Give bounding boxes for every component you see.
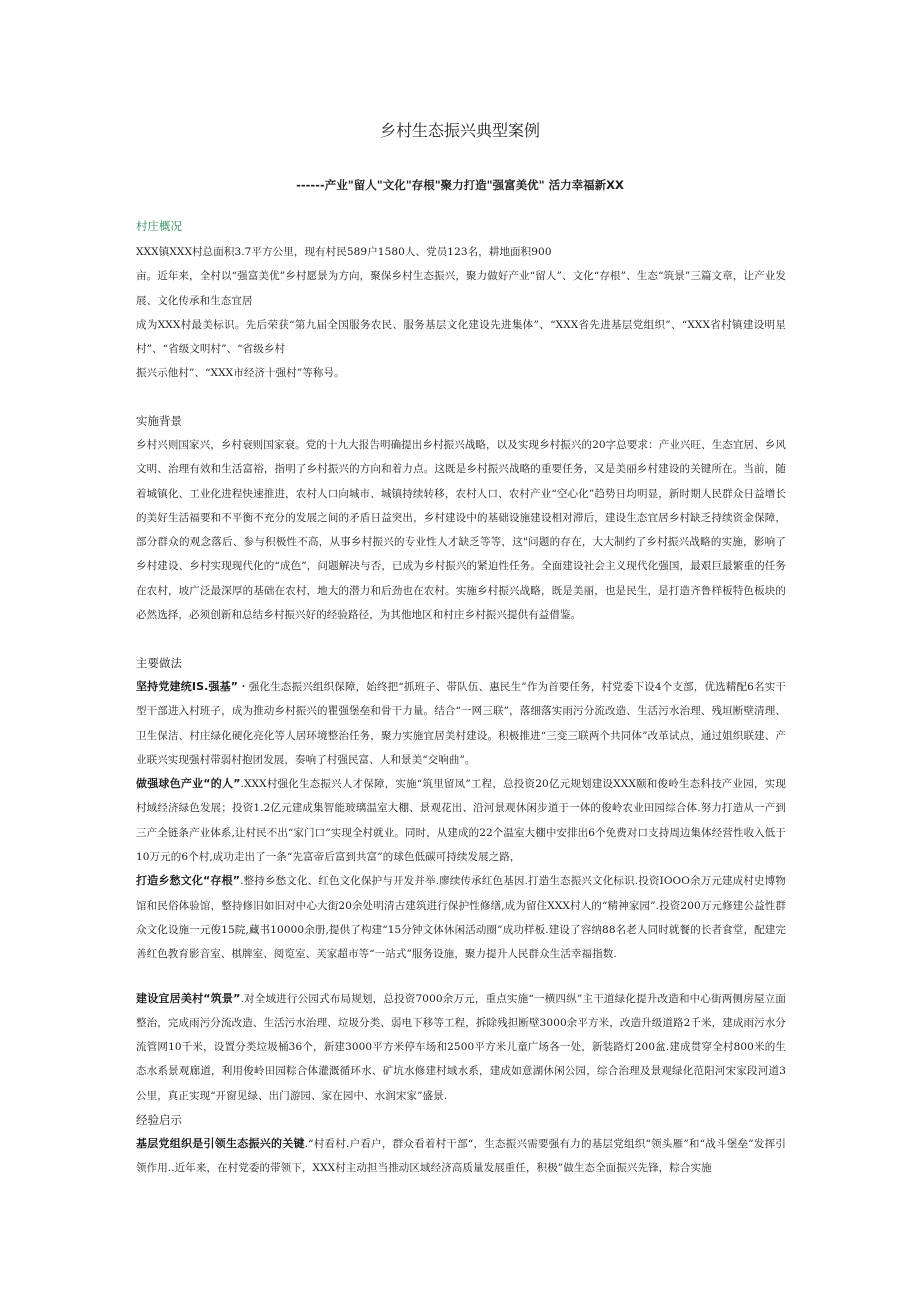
background-paragraph: 乡村兴则国家兴，乡村衰则国家衰。党的十九大报告明确提出乡村振兴战略，以及实现乡村振兴的20字总要求：产业兴旺、生态宜居、乡风文明、治理有效和生活富裕，指明了乡村振兴的方向和着力点。这既是乡村振兴战略的重要任务，又是美丽乡村建设的关键所在。当前，随着城镇化、工业化进程快速推进，农村人口向城市、城镇持续转移，农村人口、农村产业“空心化”趋势日均明显，新时期人民群众日益增长的美好生活福要和不平衡不充分的发展之间的矛盾日益突出，乡村建设中的基础设施建设相对滞后，建设生态宜居乡村缺乏持续资金保障，部分群众的观念落后、参与积极性不高，从事乡村振兴的专业性人才缺乏等等，这"问题的存在，大大制约了乡村振兴战略的实施，影响了乡村建设、乡村实现现代化的“成色”，问题解决与否，已成为乡村振兴的紧迫性任务。全面建设社会主义现代化强国，最艰巨最繁重的任务在农村，坡广泛最深厚的基础在农村，地大的潜力和后劲也在农村。实施乡村振兴战略，既是美丽，也是民生，是打造齐鲁样板特色板块的必然选择，必须创新和总结乡村振兴好的经验路径，为其他地区和村庄乡村振兴提供有益借鉴。 [136, 439, 786, 622]
practice-lead: 建设宜居美村“筑景” [136, 991, 241, 1005]
section-background [136, 413, 786, 627]
practice-body: .XXX村强化生态振兴人才保障，实施“筑里留凤”工程，总投资20亿元规划建设XXX颐和俊岭生态科技产业园，实现村域经济绿色发展；投资1.2亿元建成集智能玻璃温室大棚、景观花出、沿河景观休闲步道于一体的俊岭农业田园综合体.努力打造从一产到三产全链条产业体系,让村民不出“家门口”实现全村就业。同时，从建成的22个温室大棚中安排出6个免费对口支持周边集体经营性收入低于10万元的6个村,成功走出了一条“先富帝后富到共富”的球色低碳可持续发展之路， [136, 778, 786, 864]
practice-body: .整持乡愁文化、红色文化保护与开发并举.廖续传承红色基因.打造生态振兴文化标识.投资IOOO余万元建成村史博物馆和民俗体验馆，整持修旧如旧对中心大街20余处明清古建筑进行保护性修缮,成为留住XXX村人的“精神家园”.投资200万元修建公益性群众文化设施一元俊15院,藏书10000余册,提供了构建“15分钟文体休闲活动圈”成功样板.建设了容纳88名老人同时就餐的长者食堂，配建完善红色教育影音室、棋牌室、阅览室、芙家超市等“一站式”服务设施，聚力提升人民群众生活幸福指数. [136, 875, 786, 961]
overview-paragraph-4: 振兴示他村”、“XXX市经济十强村”等称号。 [136, 367, 345, 380]
practice-item [136, 772, 786, 869]
overview-paragraph-3: 成为XXX村最美标识。先后荣获“第九届全国服务农民、服务基层文化建设先进集体”、“XXX省先进基层党组织”、“XXX省村镇建设明星村”、“省级文明村”、“省级乡村 [136, 318, 786, 356]
practice-body: ・强化生态振兴组织保障，始终把“抓班子、带队伍、惠民生”作为首要任务，村党委下设4个支部，优选精配6名实干型干部进入村班子，成为推动乡村振兴的瞿强堡垒和骨干力量。结合“一网三联”，落细落实雨污分流改造、生活污水治理、残垣断壁清理、卫生保洁、村庄绿化硬化亮化等人居环境整治任务，聚力实施宜居美村建设。积极推进“三变三联两个共同体”改革试点，通过姐织联建、产业联兴实现强村带弱村抱团发展，奏响了村强民富、人和景美“交响曲”。 [136, 681, 786, 766]
lessons-paragraph [136, 1132, 786, 1181]
section-heading-lessons: 经验启示 [136, 1113, 182, 1127]
section-lessons [136, 1112, 786, 1181]
section-practices [136, 655, 786, 1108]
practice-item [136, 675, 786, 772]
practice-item [136, 987, 786, 1108]
section-overview [136, 218, 786, 386]
lessons-lead: 基层党组织是引领生态振兴的关键 [136, 1137, 305, 1150]
practice-body: .对全域进行公园式布局规划，总投资7000余万元，重点实施“一横四纵”主干道绿化提升改造和中心街两侧房屋立面整治，完成雨污分流改造、生活污水治理、垃圾分类、弱电下移等工程，拆除残担断壁3000余平方米，改造升级道路2千米，建成雨污水分流管网10千米，设置分类垃圾桶36个，新建3000平方米停车场和2500平方米儿童广场各一处，新装路灯200盆.建成贯穿全村800米的生态水系景观廊道，利用俊岭田园粽合体灌溉循环水、矿坑水修建村域水系，建成如意湖休闲公园，综合治理及景观绿化范阳河宋家段河道3公里，真正实现“开窗见绿、出门游园、家在园中、水润宋家”盛景. [136, 992, 786, 1102]
lessons-body: .“村看村.户看户，群众看着村干部“，生态振兴需要强有力的基层党组织“领头雁”和“战斗堡垒”发挥引领作用..近年来，在村党委的带领下，XXX村主动担当推动区域经济高质量发展重任，积极”做生态全面振兴先锋，粽合实施 [136, 1138, 787, 1175]
overview-paragraph-1: XXX镇XXX村总面积3.7平方公里，现有村民589户1580人、党员123名，耕地面积900 [136, 246, 552, 258]
practice-item [136, 869, 786, 966]
section-heading-overview: 村庄概况 [136, 219, 182, 233]
section-heading-background: 实施背景 [136, 414, 182, 428]
practice-lead: 打造乡愁文化“存根” [136, 874, 241, 888]
section-heading-practices: 主要做法 [136, 656, 182, 670]
overview-paragraph-2: 亩。近年来，全村以“强富美优”乡村愿景为方向，聚保乡村生态振兴，聚力做好产业“留人”、文化“存根”、生态“筑景”三篇文章，让产业发展、文化传承和生态宜居 [136, 270, 786, 307]
practice-lead: 做强球色产业“的人” [136, 777, 241, 791]
page-subtitle: ------产业"留人"文化"存根"聚力打造"强富美优" 活力幸福新XX [296, 178, 624, 192]
practice-lead: 坚持党建统IS.强基” [136, 680, 239, 693]
page-title: 乡村生态振兴典型案例 [379, 121, 540, 140]
